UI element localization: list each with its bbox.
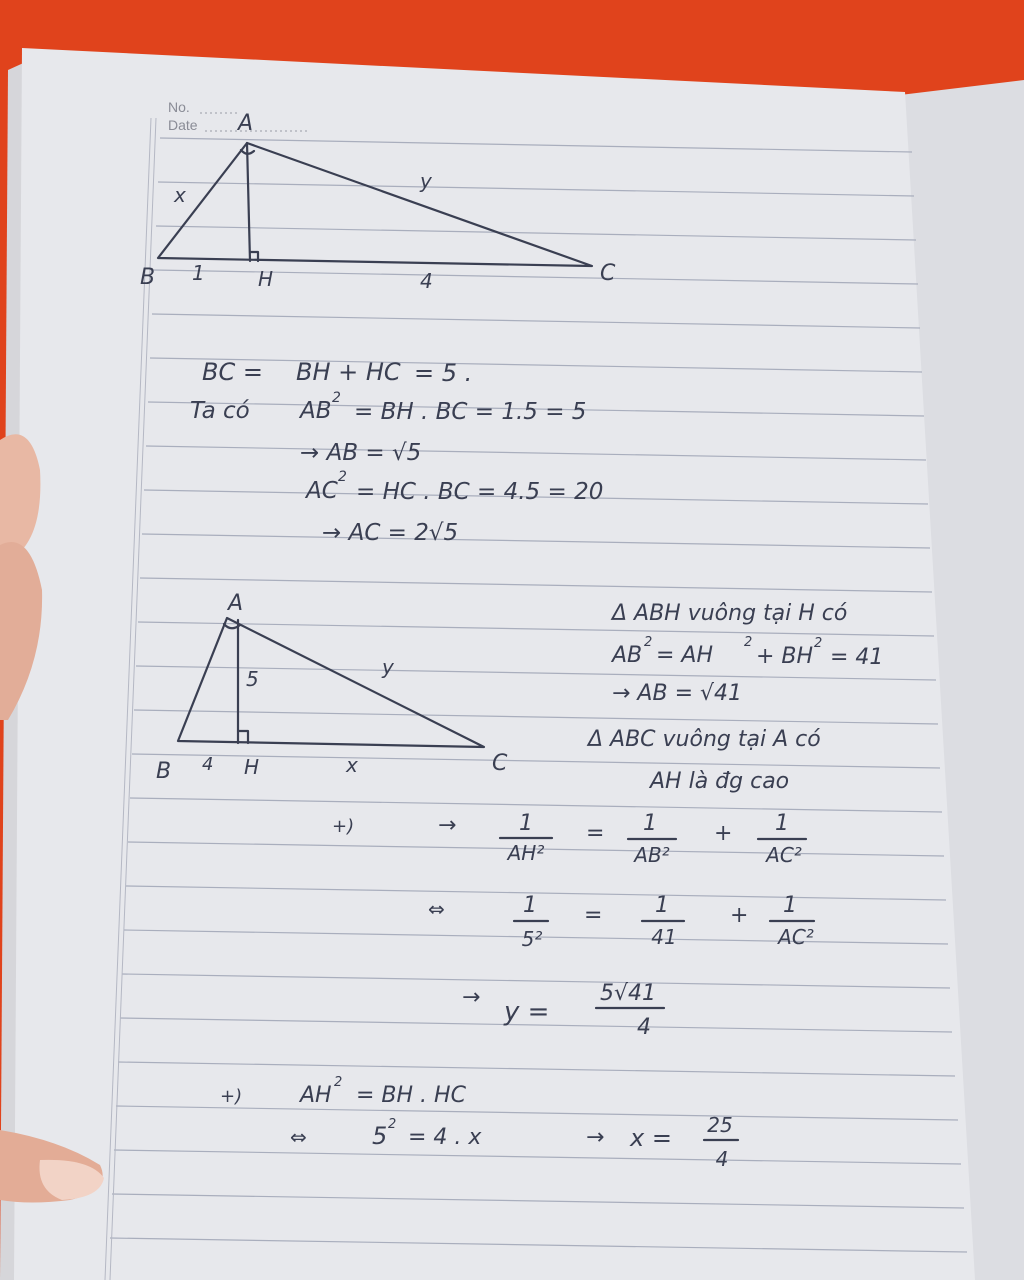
f3-arrow: → — [462, 985, 481, 1010]
line-pyth-ah-sup: 2 — [744, 635, 753, 650]
line-ac2-sup: 2 — [338, 469, 347, 485]
date-label: Date — [168, 117, 198, 133]
line-abc-right: Δ ABC vuông tại A có — [588, 727, 821, 752]
side-ac-label-2: y — [382, 655, 394, 679]
g1-lhs: AH — [300, 1083, 332, 1108]
line-pyth-ah: = AH — [656, 643, 714, 668]
line-bc-lhs: BC = — [202, 358, 263, 386]
line-pyth-ab-sup: 2 — [644, 635, 653, 650]
g2-x: x = — [630, 1124, 672, 1152]
f1-num-3: 1 — [775, 811, 789, 836]
vertex-b: B — [140, 265, 156, 290]
f2-mark: ⇔ — [428, 897, 445, 921]
f1-plus: + — [714, 821, 733, 846]
line-pyth-bh: + BH — [756, 644, 814, 669]
g2-denominator: 4 — [715, 1147, 729, 1171]
g1-mark: +) — [220, 1086, 243, 1107]
f1-den-3: AC² — [766, 843, 802, 867]
line-ab-result: → AB = √5 — [300, 440, 422, 466]
vertex-c-2: C — [492, 751, 508, 776]
f3-lhs: y = — [504, 997, 550, 1027]
g2-sup: 2 — [388, 1117, 397, 1132]
line-ab-sqrt41: → AB = √41 — [612, 681, 743, 706]
vertex-a: A — [238, 111, 254, 136]
f1-num-1: 1 — [519, 811, 533, 836]
g2-arrow: → — [586, 1125, 605, 1150]
g1-rhs: = BH . HC — [356, 1083, 466, 1108]
segment-bh-label-2: 4 — [202, 754, 214, 775]
line-abh-right: Δ ABH vuông tại H có — [612, 601, 848, 626]
f1-arrow: → — [438, 813, 457, 838]
f1-mark: +) — [332, 816, 355, 837]
f2-equals: = — [584, 903, 603, 928]
line-ab2-lhs: AB — [300, 398, 332, 424]
g2-lhs: 5 — [372, 1122, 388, 1150]
vertex-a-2: A — [228, 591, 244, 616]
f2-den-2: 41 — [651, 925, 677, 949]
segment-hc-label: 4 — [420, 269, 433, 293]
no-label: No. — [168, 99, 190, 115]
side-ab-label: x — [174, 183, 186, 207]
altitude-ah-label: 5 — [246, 667, 259, 691]
g2-numerator: 25 — [707, 1113, 733, 1137]
segment-hc-label-2: x — [346, 753, 358, 777]
line-bc-mid: BH + HC — [296, 358, 401, 386]
side-ac-label: y — [420, 169, 432, 193]
segment-bh-label: 1 — [192, 261, 205, 285]
f1-den-2: AB² — [634, 843, 670, 867]
f2-den-1: 5² — [521, 927, 543, 951]
line-ab2-sup: 2 — [332, 390, 341, 406]
f1-equals: = — [586, 821, 605, 846]
g2-rhs: = 4 . x — [408, 1125, 482, 1150]
f2-plus: + — [730, 903, 749, 928]
vertex-h: H — [258, 267, 274, 291]
line-ab2-rhs: = BH . BC = 1.5 = 5 — [354, 399, 587, 425]
f1-den-1: AH² — [507, 841, 545, 865]
f2-num-3: 1 — [783, 893, 797, 918]
g1-sup: 2 — [334, 1075, 343, 1090]
line-pyth-ab: AB — [612, 643, 643, 668]
line-pyth-result: = 41 — [830, 645, 884, 670]
f3-denominator: 4 — [637, 1015, 651, 1040]
vertex-c: C — [600, 261, 616, 286]
g2-mark: ⇔ — [290, 1125, 307, 1149]
f2-num-2: 1 — [655, 893, 669, 918]
f3-numerator: 5√41 — [599, 981, 657, 1006]
line-pyth-bh-sup: 2 — [814, 636, 823, 651]
line-ta-co: Ta có — [190, 398, 250, 424]
vertex-b-2: B — [156, 759, 172, 784]
vertex-h-2: H — [244, 755, 260, 779]
line-ah-altitude: AH là đg cao — [650, 769, 790, 794]
line-bc-rhs: = 5 . — [414, 359, 473, 387]
f2-den-3: AC² — [778, 925, 814, 949]
line-ac2-rhs: = HC . BC = 4.5 = 20 — [356, 479, 604, 505]
line-ac-result: → AC = 2√5 — [322, 520, 459, 546]
line-ac2-lhs: AC — [306, 478, 338, 504]
f1-num-2: 1 — [643, 811, 657, 836]
f2-num-1: 1 — [523, 893, 537, 918]
